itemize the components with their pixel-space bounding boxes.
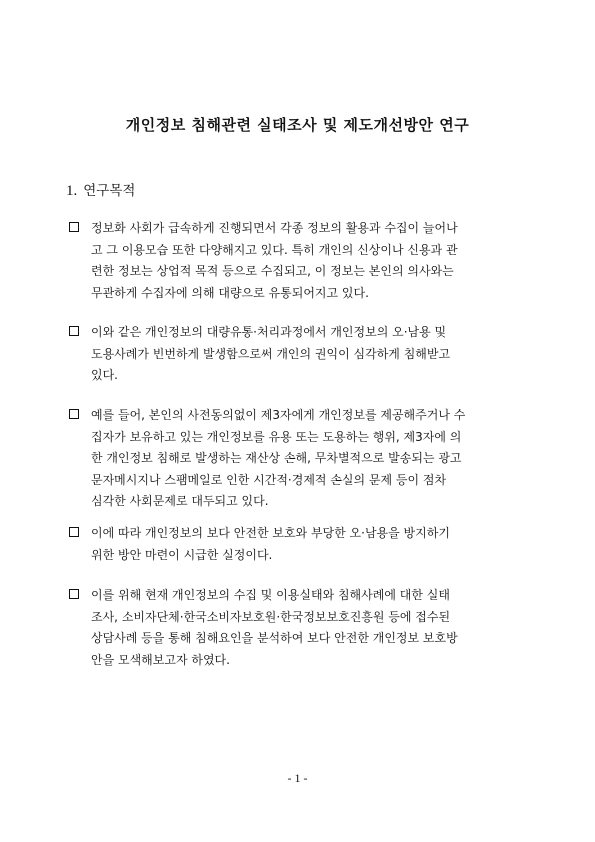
paragraph-line: 상담사례 등을 통해 침해요인을 분석하여 보다 안전한 개인정보 보호방 [91, 631, 458, 645]
paragraph-line: 이에 따라 개인정보의 보다 안전한 보호와 부당한 오·남용을 방지하기 [91, 526, 450, 540]
checkbox-bullet-icon [69, 527, 79, 537]
checkbox-bullet-icon [69, 589, 79, 599]
page-number: - 1 - [287, 771, 308, 785]
paragraph-line: 도용사례가 빈번하게 발생함으로써 개인의 권익이 심각하게 침해받고 [91, 346, 451, 361]
paragraph-2 [69, 322, 531, 387]
checkbox-bullet-icon [69, 409, 79, 419]
paragraph-line: 조사, 소비자단체·한국소비자보호원·한국정보보호진흥원 등에 접수된 [91, 609, 451, 624]
section-heading [66, 179, 135, 200]
paragraph-line: 심각한 사회문제로 대두되고 있다. [91, 494, 269, 508]
document-title: 개인정보 침해관련 실태조사 및 제도개선방안 연구 [125, 116, 470, 134]
paragraph-line: 련한 정보는 상업적 목적 등으로 수집되고, 이 정보는 본인의 의사와는 [91, 264, 454, 278]
section-title: 연구목적 [83, 183, 136, 199]
paragraph-line: 있다. [91, 368, 118, 382]
checkbox-bullet-icon [69, 222, 79, 232]
paragraph-4 [69, 523, 531, 566]
paragraph-line: 위한 방안 마련이 시급한 실정이다. [91, 547, 273, 562]
section-number: 1. [66, 183, 78, 199]
paragraph-line: 예를 들어, 본인의 사전동의없이 제3자에게 개인정보를 제공해주거나 수 [91, 408, 466, 422]
paragraph-line: 안을 모색해보고자 하였다. [91, 652, 230, 667]
paragraph-line: 무관하게 수집자에 의해 대량으로 유통되어지고 있다. [91, 285, 369, 300]
checkbox-bullet-icon [69, 326, 79, 336]
paragraph-line: 이와 같은 개인정보의 대량유통·처리과정에서 개인정보의 오·남용 및 [91, 325, 447, 339]
paragraph-line: 집자가 보유하고 있는 개인정보를 유용 또는 도용하는 행위, 제3자에 의 [91, 429, 462, 444]
paragraph-line: 한 개인정보 침해로 발생하는 재산상 손해, 무차별적으로 발송되는 광고 [91, 451, 462, 465]
paragraph-3 [69, 405, 531, 513]
paragraph-line: 정보화 사회가 급속하게 진행되면서 각종 정보의 활용과 수집이 늘어나 [91, 221, 458, 235]
paragraph-5 [69, 585, 531, 671]
paragraph-1 [69, 218, 531, 304]
paragraph-line: 문자메시지나 스팸메일로 인한 시간적·경제적 손실의 문제 등이 점차 [91, 472, 447, 487]
paragraph-line: 고 그 이용모습 또한 다양해지고 있다. 특히 개인의 신상이나 신용과 관 [91, 242, 458, 257]
paragraph-line: 이를 위해 현재 개인정보의 수집 및 이용실태와 침해사례에 대한 실태 [91, 588, 450, 602]
